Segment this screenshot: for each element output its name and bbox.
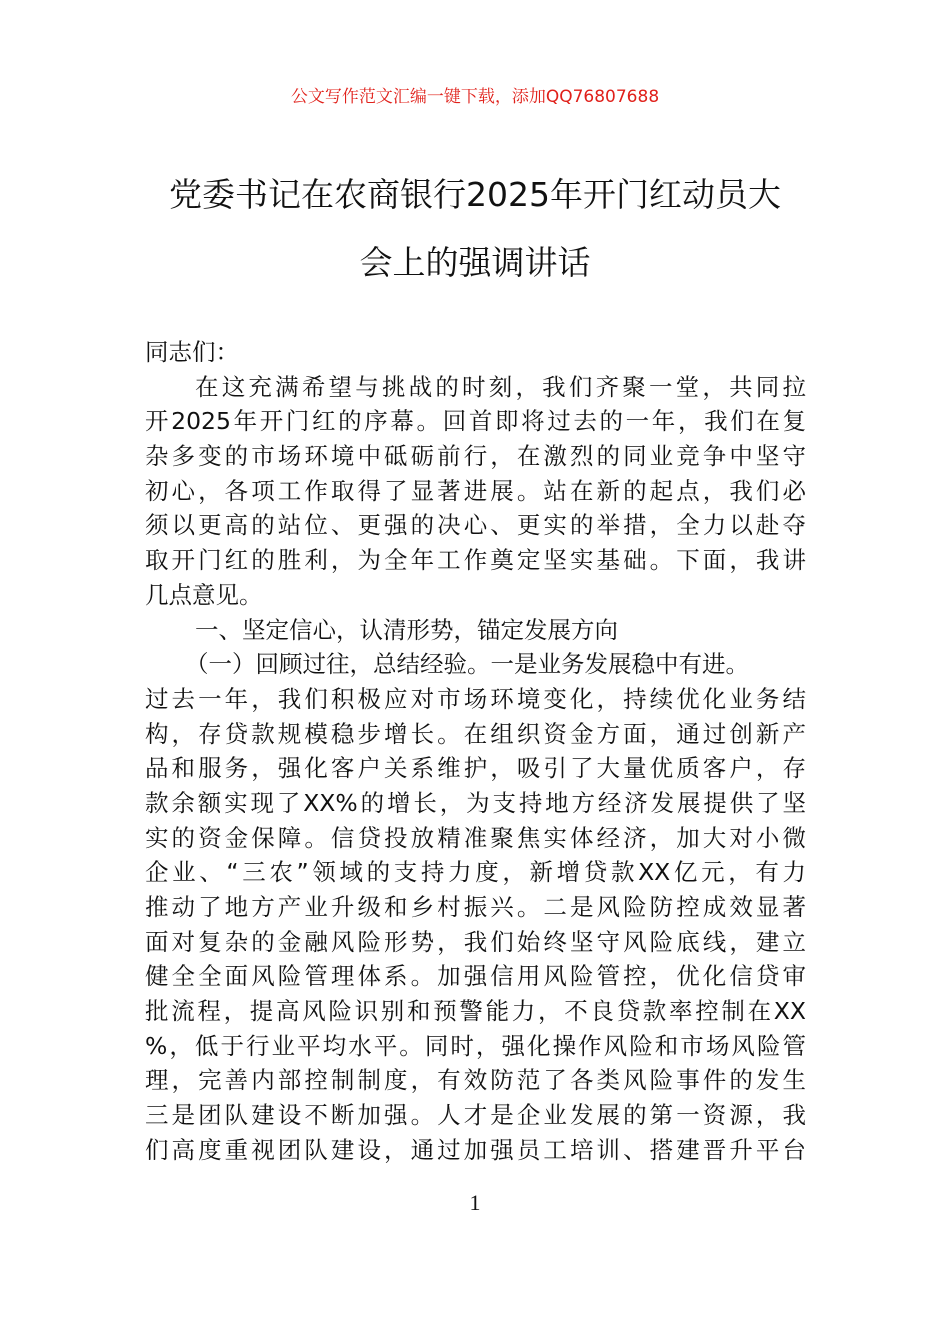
- text-line: 实的资金保障。信贷投放精准聚焦实体经济，加大对小微: [145, 823, 806, 852]
- text-line: %，低于行业平均水平。同时，强化操作风险和市场风险管: [145, 1031, 806, 1060]
- document-title-line-2: 会上的强调讲话: [359, 243, 591, 282]
- text-line: 杂多变的市场环境中砥砺前行，在激烈的同业竞争中坚守: [145, 442, 806, 471]
- page-number: 1: [469, 1190, 481, 1215]
- text-line: 三是团队建设不断加强。人才是企业发展的第一资源，我: [145, 1101, 806, 1130]
- text-line: 几点意见。: [145, 580, 263, 609]
- text-line: 批流程，提高风险识别和预警能力，不良贷款率控制在XX: [145, 997, 806, 1026]
- text-line: 初心，各项工作取得了显著进展。站在新的起点，我们必: [145, 476, 806, 505]
- text-line: 企业、“三农”领域的支持力度，新增贷款XX亿元，有力: [145, 858, 806, 887]
- text-line: 款余额实现了XX%的增长，为支持地方经济发展提供了坚: [145, 788, 806, 817]
- document-body: [145, 335, 806, 1168]
- download-note: 公文写作范文汇编一键下载，添加QQ76807688: [290, 87, 660, 107]
- text-line: 构，存贷款规模稳步增长。在组织资金方面，通过创新产: [145, 719, 806, 748]
- section-heading: 一、坚定信心，认清形势，锚定发展方向: [195, 615, 618, 644]
- subsection-line: （一）回顾过往，总结经验。一是业务发展稳中有进。: [185, 650, 749, 679]
- text-line: 须以更高的站位、更强的决心、更实的举措，全力以赴夺: [145, 511, 806, 540]
- text-line: 们高度重视团队建设，通过加强员工培训、搭建晋升平台: [145, 1135, 806, 1164]
- text-line: 推动了地方产业升级和乡村振兴。二是风险防控成效显著: [145, 893, 806, 921]
- text-line: 取开门红的胜利，为全年工作奠定坚实基础。下面，我讲: [145, 546, 806, 575]
- document-title-line-1: 党委书记在农商银行2025年开门红动员大: [169, 175, 781, 214]
- salutation: 同志们：: [145, 338, 239, 366]
- text-line: 面对复杂的金融风险形势，我们始终坚守风险底线，建立: [145, 927, 806, 956]
- text-line: 过去一年，我们积极应对市场环境变化，持续优化业务结: [145, 684, 806, 713]
- text-line: 健全全面风险管理体系。加强信用风险管控，优化信贷审: [145, 962, 806, 991]
- text-line: 在这充满希望与挑战的时刻，我们齐聚一堂，共同拉: [195, 372, 806, 401]
- text-line: 品和服务，强化客户关系维护，吸引了大量优质客户，存: [145, 754, 806, 783]
- text-line: 理，完善内部控制制度，有效防范了各类风险事件的发生: [145, 1066, 806, 1095]
- text-line: 开2025年开门红的序幕。回首即将过去的一年，我们在复: [145, 407, 806, 436]
